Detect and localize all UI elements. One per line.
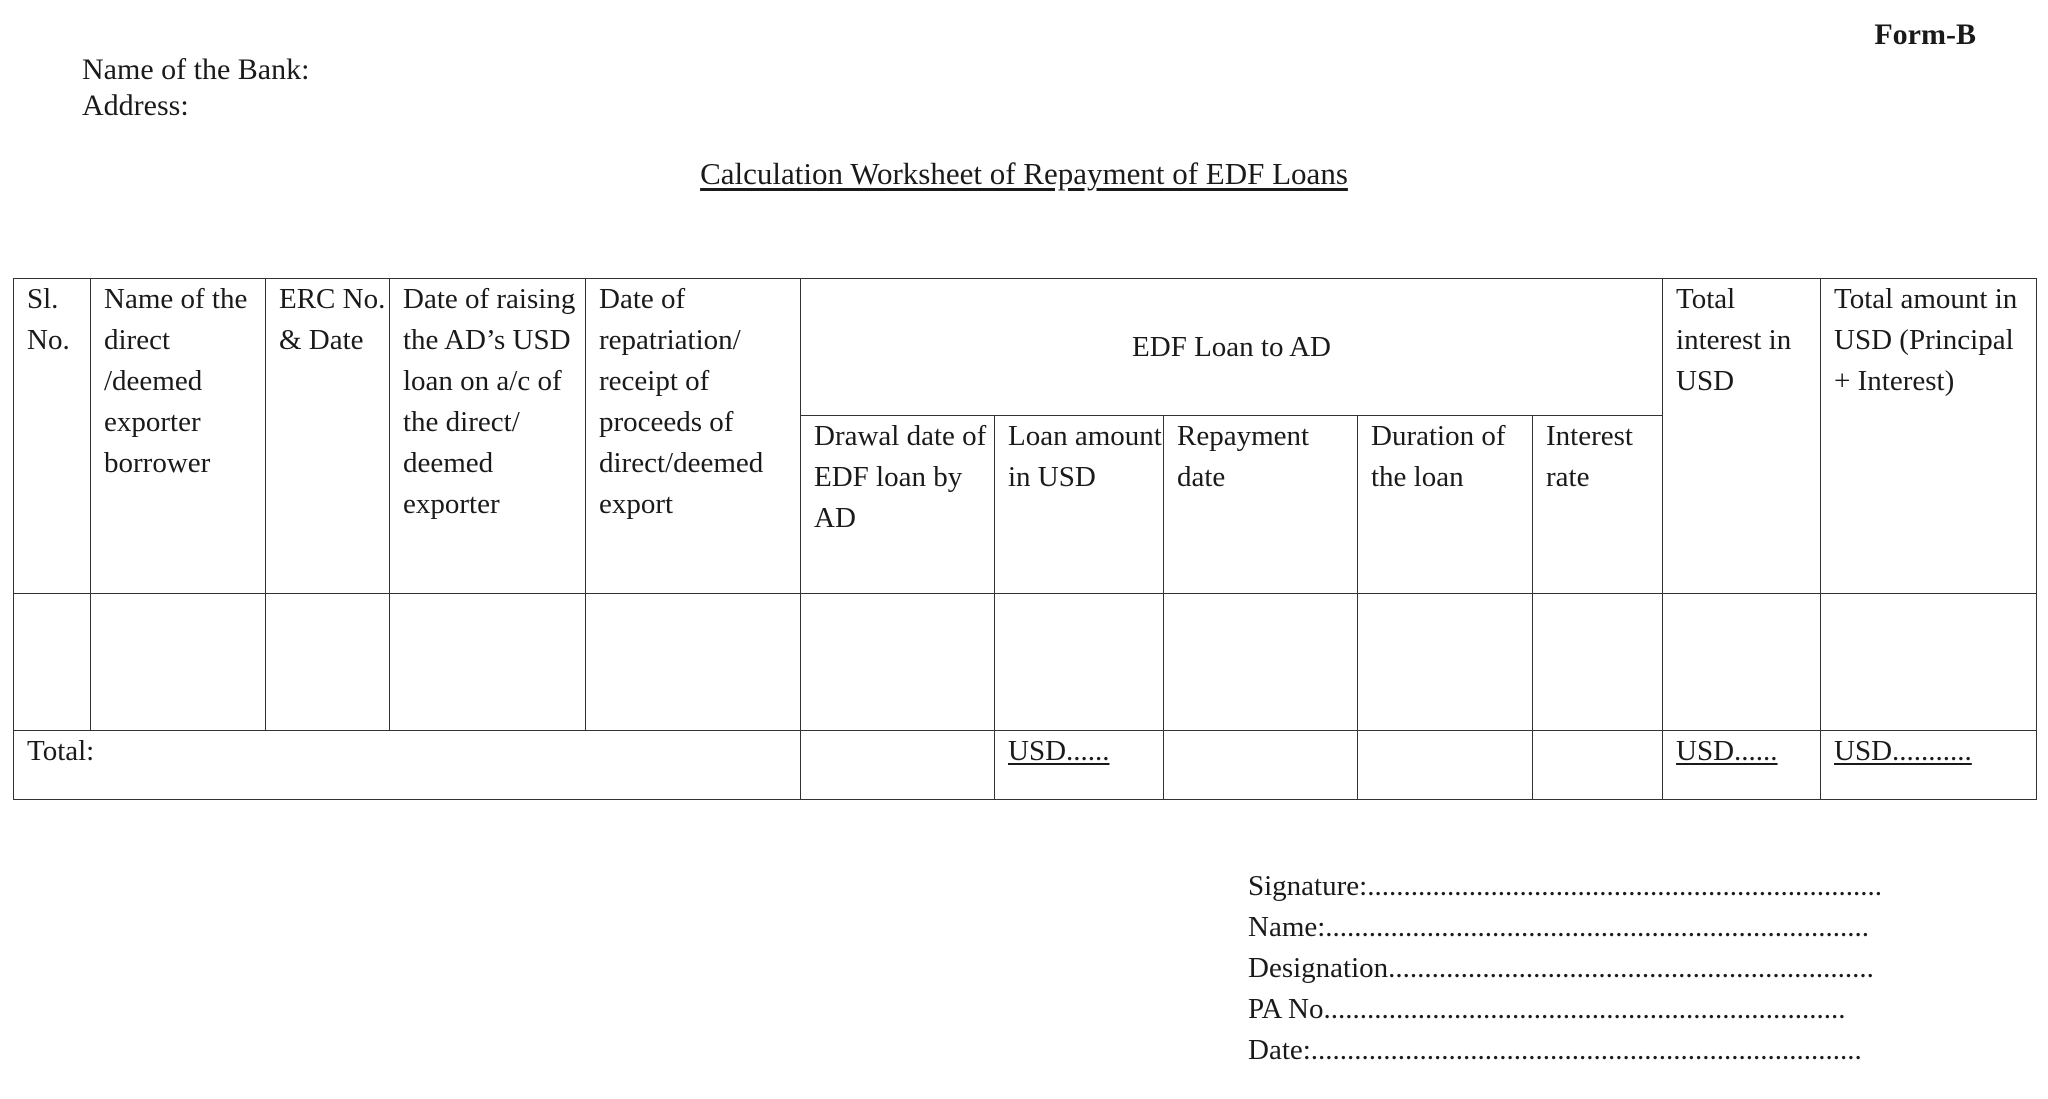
header-date-raising: Date of raising the AD’s USD loan on a/c of the direct/ deemed exporter [390, 279, 586, 594]
bank-name-label: Name of the Bank: [82, 53, 310, 86]
cell-erc [266, 594, 390, 731]
header-loan-amount: Loan amount in USD [995, 416, 1164, 594]
header-erc: ERC No. & Date [266, 279, 390, 594]
total-amount-value: USD........... [1834, 735, 1972, 767]
cell-interest-rate [1533, 594, 1663, 731]
header-duration: Duration of the loan [1358, 416, 1533, 594]
signature-block [1248, 866, 1882, 1071]
form-label: Form-B [1874, 18, 1976, 51]
total-loan-amount [995, 731, 1164, 800]
cell-sl-no [14, 594, 91, 731]
header-edf-loan-group: EDF Loan to AD [801, 279, 1663, 416]
total-interest-rate [1533, 731, 1663, 800]
repayment-worksheet-table [13, 278, 2037, 800]
name-line: Name:........................................................................... [1248, 911, 1870, 943]
table-total-row [14, 731, 2037, 800]
cell-repayment-date [1164, 594, 1358, 731]
cell-total-interest [1663, 594, 1821, 731]
header-sl-no: Sl. No. [14, 279, 91, 594]
header-total-interest: Total interest in USD [1663, 279, 1821, 594]
total-interest [1663, 731, 1821, 800]
designation-line: Designation................................................................... [1248, 952, 1874, 984]
total-drawal-date [801, 731, 995, 800]
table-header-row [14, 279, 2037, 416]
total-loan-amount-value: USD...... [1008, 735, 1110, 767]
header-total-amount: Total amount in USD (Principal + Interest) [1821, 279, 2037, 594]
bank-address-label: Address: [82, 89, 189, 122]
header-exporter-name: Name of the direct /deemed exporter borrower [91, 279, 266, 594]
total-amount [1821, 731, 2037, 800]
header-repayment-date: Repayment date [1164, 416, 1358, 594]
total-duration [1358, 731, 1533, 800]
cell-duration [1358, 594, 1533, 731]
cell-date-raising [390, 594, 586, 731]
cell-exporter-name [91, 594, 266, 731]
header-drawal-date: Drawal date of EDF loan by AD [801, 416, 995, 594]
pa-no-line: PA No........................................................................ [1248, 993, 1846, 1025]
cell-date-repatriation [586, 594, 801, 731]
header-interest-rate: Interest rate [1533, 416, 1663, 594]
total-repayment-date [1164, 731, 1358, 800]
total-interest-value: USD...... [1676, 735, 1778, 767]
cell-drawal-date [801, 594, 995, 731]
table-row [14, 594, 2037, 731]
bank-info [82, 52, 309, 124]
date-line: Date:............................................................................ [1248, 1034, 1862, 1066]
cell-total-amount [1821, 594, 2037, 731]
total-label: Total: [14, 731, 801, 800]
cell-loan-amount [995, 594, 1164, 731]
header-date-repatriation: Date of repatriation/ receipt of proceeds of direct/deemed export [586, 279, 801, 594]
worksheet-title: Calculation Worksheet of Repayment of EDF Loans [700, 156, 1348, 191]
signature-line: Signature:....................................................................... [1248, 870, 1882, 902]
